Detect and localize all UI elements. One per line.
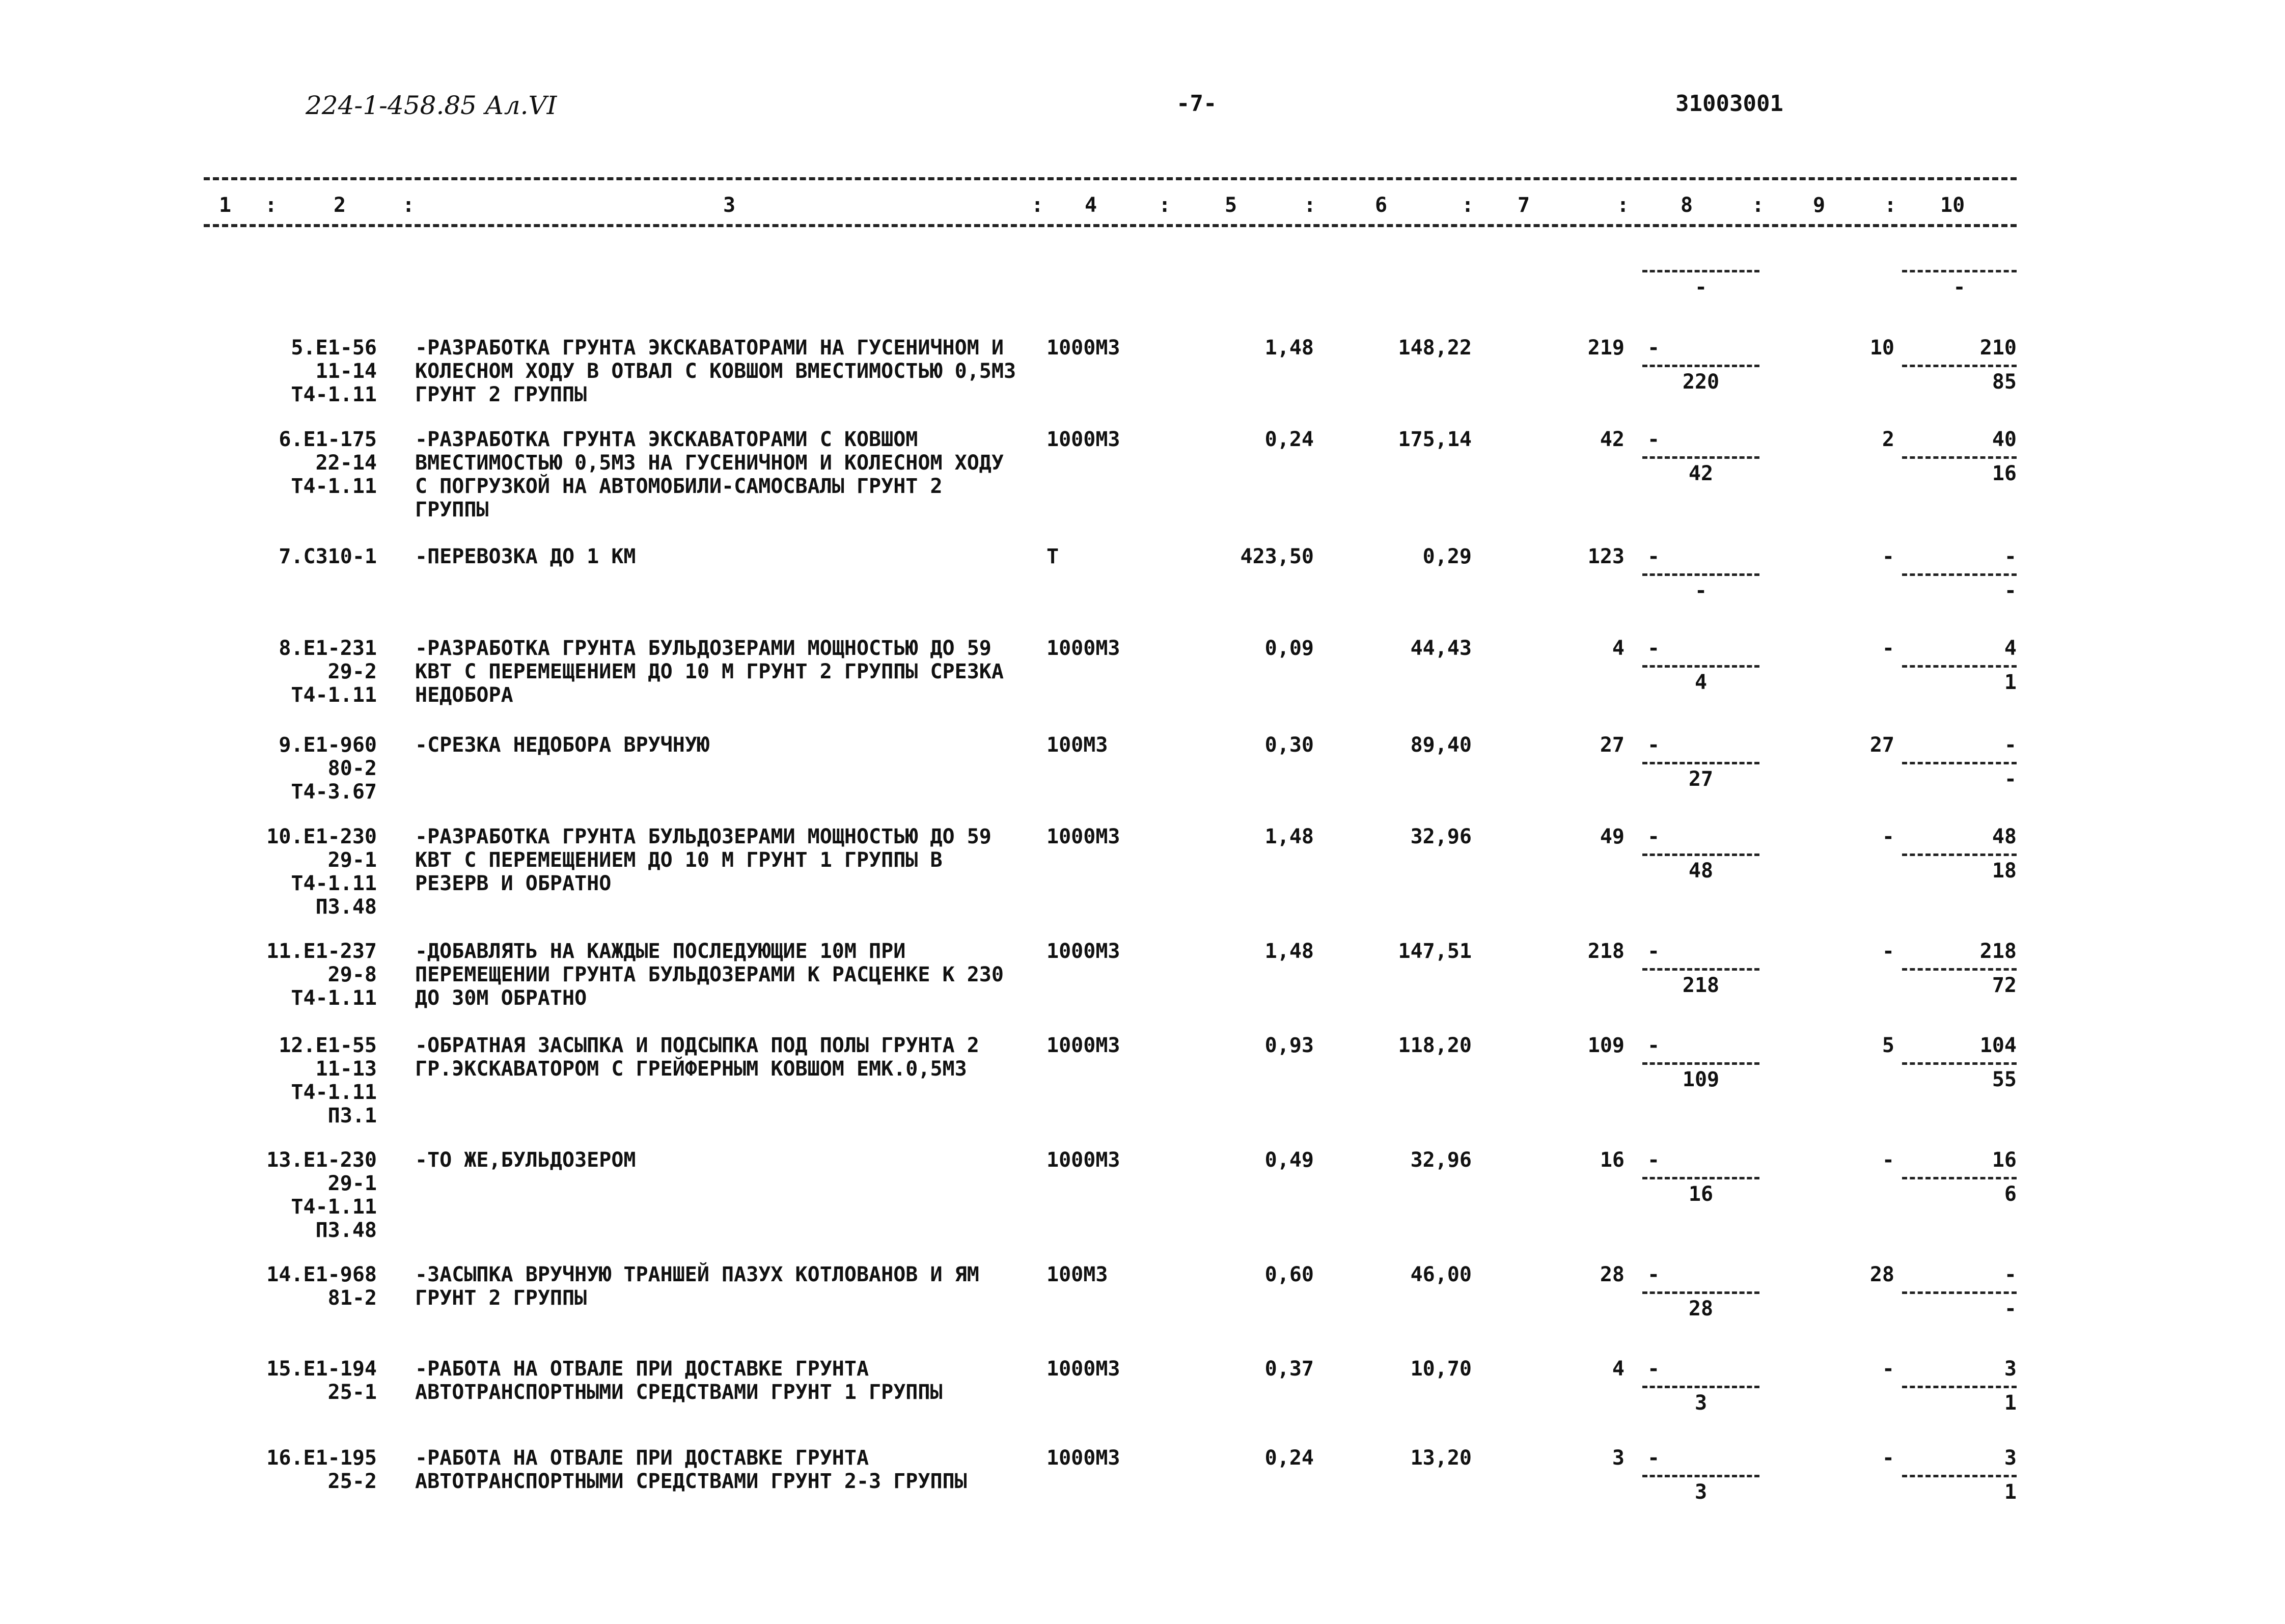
row-code-line: 10.Е1-230 bbox=[266, 825, 377, 848]
row-quantity: 0,49 bbox=[1264, 1148, 1314, 1172]
column-separator: : bbox=[1462, 194, 1474, 217]
row-quantity: 0,30 bbox=[1264, 733, 1314, 757]
row-description: -РАБОТА НА ОТВАЛЕ ПРИ ДОСТАВКЕ ГРУНТА АВТОТРАНСПОРТНЫМИ СРЕДСТВАМИ ГРУНТ 2-3 ГРУППЫ bbox=[415, 1446, 967, 1493]
table-header-rule bbox=[204, 224, 2017, 227]
row-total: 4 bbox=[1612, 1357, 1625, 1381]
row-col10-top: 4 bbox=[2004, 637, 2017, 660]
row-code bbox=[224, 825, 377, 919]
row-col10-bottom: - bbox=[2004, 767, 2017, 791]
row-quantity: 1,48 bbox=[1264, 336, 1314, 360]
row-quantity: 1,48 bbox=[1264, 940, 1314, 963]
row-quantity: 0,93 bbox=[1264, 1034, 1314, 1057]
row-unit-price: 46,00 bbox=[1410, 1263, 1472, 1286]
document-code: 224-1-458.85 Ал.VI bbox=[306, 91, 557, 120]
row-col8-top: - bbox=[1647, 637, 1660, 660]
row-code-line: 7.С310-1 bbox=[279, 545, 377, 568]
row-col10 bbox=[1902, 545, 2017, 602]
row-col9: - bbox=[1882, 825, 1894, 848]
row-col8-top: - bbox=[1647, 1034, 1660, 1057]
row-description: -РАЗРАБОТКА ГРУНТА ЭКСКАВАТОРАМИ С КОВШОМ ВМЕСТИМОСТЬЮ 0,5М3 НА ГУСЕНИЧНОМ И КОЛЕСНОМ ХОДУ С ПОГРУЗКОЙ НА АВТОМОБИЛИ-САМОСВАЛЫ ГРУНТ 2 ГРУППЫ bbox=[415, 428, 1004, 521]
row-total: 28 bbox=[1600, 1263, 1625, 1286]
row-col10 bbox=[1902, 1148, 2017, 1206]
row-col10-top: 3 bbox=[2004, 1357, 2017, 1381]
row-col10 bbox=[1902, 940, 2017, 997]
row-col9: - bbox=[1882, 1148, 1894, 1172]
row-col9: 2 bbox=[1882, 428, 1894, 451]
row-col8-top: - bbox=[1647, 1263, 1660, 1286]
row-col10-top: 104 bbox=[1979, 1034, 2017, 1057]
row-unit: Т bbox=[1047, 545, 1059, 568]
row-col8 bbox=[1642, 1446, 1759, 1504]
row-col8-bottom: 28 bbox=[1688, 1297, 1714, 1320]
row-unit-price: 175,14 bbox=[1398, 428, 1472, 451]
row-unit: 1000М3 bbox=[1047, 1357, 1120, 1381]
row-col10-bottom: 1 bbox=[2004, 671, 2017, 694]
row-col9: 10 bbox=[1869, 336, 1894, 360]
column-separator: : bbox=[1304, 194, 1316, 217]
row-unit-price: 89,40 bbox=[1410, 733, 1472, 757]
column-header-2: 2 bbox=[334, 194, 346, 217]
row-col8 bbox=[1642, 1263, 1759, 1320]
row-col8-bottom: 218 bbox=[1682, 974, 1720, 997]
row-description: -РАЗРАБОТКА ГРУНТА ЭКСКАВАТОРАМИ НА ГУСЕНИЧНОМ И КОЛЕСНОМ ХОДУ В ОТВАЛ С КОВШОМ ВМЕСТИМОСТЬЮ 0,5М3 ГРУНТ 2 ГРУППЫ bbox=[415, 336, 1016, 406]
column-header-4: 4 bbox=[1085, 194, 1097, 217]
row-col10 bbox=[1902, 336, 2017, 394]
row-col10 bbox=[1902, 637, 2017, 694]
row-col10-bottom: 6 bbox=[2004, 1182, 2017, 1206]
row-unit: 1000М3 bbox=[1047, 637, 1120, 660]
row-code-line: 29-8 bbox=[327, 963, 377, 986]
row-code-line: 14.Е1-968 bbox=[266, 1263, 377, 1286]
row-quantity: 0,37 bbox=[1264, 1357, 1314, 1381]
row-description: -ОБРАТНАЯ ЗАСЫПКА И ПОДСЫПКА ПОД ПОЛЫ ГРУНТА 2 ГР.ЭКСКАВАТОРОМ С ГРЕЙФЕРНЫМ КОВШОМ ЕМК.0,5М3 bbox=[415, 1034, 979, 1081]
column-header-10: 10 bbox=[1940, 194, 1965, 217]
row-col9: - bbox=[1882, 545, 1894, 568]
row-unit-price: 118,20 bbox=[1398, 1034, 1472, 1057]
row-col8-bottom: 109 bbox=[1682, 1068, 1720, 1091]
row-code-line: Т4-1.11 bbox=[291, 986, 377, 1010]
row-code-line: 9.Е1-960 bbox=[279, 733, 377, 757]
row-col8-top: - bbox=[1647, 1446, 1660, 1470]
row-col10 bbox=[1902, 825, 2017, 883]
row-col8 bbox=[1642, 637, 1759, 694]
row-col10 bbox=[1902, 733, 2017, 791]
row-col8 bbox=[1642, 545, 1759, 602]
row-col8-bottom: 3 bbox=[1694, 1480, 1708, 1504]
row-code-line: 29-1 bbox=[327, 1172, 377, 1195]
row-col9: - bbox=[1882, 1446, 1894, 1470]
column-separator: : bbox=[1159, 194, 1171, 217]
row-code-line: Т4-1.11 bbox=[291, 383, 377, 406]
column-header-3: 3 bbox=[723, 194, 736, 217]
column-separator: : bbox=[402, 194, 415, 217]
row-col8 bbox=[1642, 1357, 1759, 1415]
row-code-line: Т4-1.11 bbox=[291, 683, 377, 707]
row-unit: 1000М3 bbox=[1047, 1446, 1120, 1470]
page-number: -7- bbox=[1176, 91, 1217, 117]
row-code-line: 80-2 bbox=[327, 757, 377, 780]
row-col10-top: 3 bbox=[2004, 1446, 2017, 1470]
row-code-line: 15.Е1-194 bbox=[266, 1357, 377, 1381]
row-col10-bottom: 18 bbox=[1992, 859, 2017, 883]
row-code-line: 6.Е1-175 bbox=[279, 428, 377, 451]
row-unit: 1000М3 bbox=[1047, 825, 1120, 848]
blank-c8: - bbox=[1642, 265, 1759, 299]
row-code-line: 22-14 bbox=[315, 451, 377, 475]
row-unit: 1000М3 bbox=[1047, 940, 1120, 963]
row-quantity: 0,09 bbox=[1264, 637, 1314, 660]
row-code bbox=[224, 733, 377, 804]
row-code-line: Т4-1.11 bbox=[291, 1195, 377, 1219]
column-header-6: 6 bbox=[1375, 194, 1388, 217]
column-separator: : bbox=[1752, 194, 1765, 217]
column-separator: : bbox=[1617, 194, 1630, 217]
row-code-line: 8.Е1-231 bbox=[279, 637, 377, 660]
row-col10-bottom: 1 bbox=[2004, 1391, 2017, 1415]
row-total: 219 bbox=[1587, 336, 1625, 360]
row-col8-top: - bbox=[1647, 733, 1660, 757]
row-code-line: Т4-1.11 bbox=[291, 475, 377, 498]
row-unit: 100М3 bbox=[1047, 733, 1108, 757]
row-col10 bbox=[1902, 1263, 2017, 1320]
row-code bbox=[224, 637, 377, 707]
row-col8 bbox=[1642, 940, 1759, 997]
row-total: 16 bbox=[1600, 1148, 1625, 1172]
row-unit: 1000М3 bbox=[1047, 1148, 1120, 1172]
row-col8 bbox=[1642, 336, 1759, 394]
row-col10 bbox=[1902, 1446, 2017, 1504]
row-code bbox=[224, 1357, 377, 1404]
row-col10 bbox=[1902, 1357, 2017, 1415]
column-header-9: 9 bbox=[1813, 194, 1826, 217]
row-unit-price: 147,51 bbox=[1398, 940, 1472, 963]
row-code-line: 13.Е1-230 bbox=[266, 1148, 377, 1172]
row-col10-top: - bbox=[2004, 545, 2017, 568]
row-unit-price: 44,43 bbox=[1410, 637, 1472, 660]
row-col8-top: - bbox=[1647, 545, 1660, 568]
row-code bbox=[224, 1034, 377, 1127]
row-description: -РАЗРАБОТКА ГРУНТА БУЛЬДОЗЕРАМИ МОЩНОСТЬЮ ДО 59 КВТ С ПЕРЕМЕЩЕНИЕМ ДО 10 М ГРУНТ 1 ГРУППЫ В РЕЗЕРВ И ОБРАТНО bbox=[415, 825, 992, 895]
row-col10 bbox=[1902, 428, 2017, 485]
row-unit: 1000М3 bbox=[1047, 428, 1120, 451]
row-code bbox=[224, 1263, 377, 1310]
column-header-5: 5 bbox=[1225, 194, 1237, 217]
column-header-7: 7 bbox=[1518, 194, 1530, 217]
row-col10-top: 16 bbox=[1992, 1148, 2017, 1172]
row-col10-bottom: 85 bbox=[1992, 370, 2017, 394]
row-unit-price: 0,29 bbox=[1422, 545, 1472, 568]
row-col9: - bbox=[1882, 940, 1894, 963]
row-col10-top: 48 bbox=[1992, 825, 2017, 848]
row-col10-top: 40 bbox=[1992, 428, 2017, 451]
row-total: 27 bbox=[1600, 733, 1625, 757]
row-quantity: 423,50 bbox=[1240, 545, 1314, 568]
row-col9: - bbox=[1882, 1357, 1894, 1381]
row-col8-bottom: 27 bbox=[1688, 767, 1714, 791]
row-description: -ЗАСЫПКА ВРУЧНУЮ ТРАНШЕЙ ПАЗУХ КОТЛОВАНОВ И ЯМ ГРУНТ 2 ГРУППЫ bbox=[415, 1263, 979, 1310]
row-description: -ПЕРЕВОЗКА ДО 1 КМ bbox=[415, 545, 636, 568]
row-col8 bbox=[1642, 825, 1759, 883]
row-col8 bbox=[1642, 733, 1759, 791]
row-code-line: 29-2 bbox=[327, 660, 377, 683]
row-code-line: П3.48 bbox=[315, 1219, 377, 1242]
row-code-line: Т4-3.67 bbox=[291, 780, 377, 804]
row-unit-price: 13,20 bbox=[1410, 1446, 1472, 1470]
row-col9: 5 bbox=[1882, 1034, 1894, 1057]
row-quantity: 0,24 bbox=[1264, 1446, 1314, 1470]
row-unit: 100М3 bbox=[1047, 1263, 1108, 1286]
row-code-line: 16.Е1-195 bbox=[266, 1446, 377, 1470]
row-col10-bottom: 16 bbox=[1992, 462, 2017, 485]
row-quantity: 0,60 bbox=[1264, 1263, 1314, 1286]
row-col10-top: - bbox=[2004, 733, 2017, 757]
row-unit-price: 148,22 bbox=[1398, 336, 1472, 360]
row-quantity: 0,24 bbox=[1264, 428, 1314, 451]
row-code bbox=[224, 940, 377, 1010]
row-total: 49 bbox=[1600, 825, 1625, 848]
row-total: 218 bbox=[1587, 940, 1625, 963]
row-total: 123 bbox=[1587, 545, 1625, 568]
table-top-rule bbox=[204, 177, 2017, 180]
blank-c10: - bbox=[1902, 265, 2017, 299]
row-col8-bottom: 4 bbox=[1694, 671, 1708, 694]
row-total: 109 bbox=[1587, 1034, 1625, 1057]
row-quantity: 1,48 bbox=[1264, 825, 1314, 848]
row-code-line: 25-2 bbox=[327, 1470, 377, 1493]
row-col10-bottom: 55 bbox=[1992, 1068, 2017, 1091]
row-col10-top: 218 bbox=[1979, 940, 2017, 963]
row-code-line: 12.Е1-55 bbox=[279, 1034, 377, 1057]
row-total: 4 bbox=[1612, 637, 1625, 660]
row-col8-top: - bbox=[1647, 336, 1660, 360]
row-code-line: П3.48 bbox=[315, 895, 377, 919]
row-col8-bottom: - bbox=[1694, 579, 1708, 602]
row-description: -ТО ЖЕ,БУЛЬДОЗЕРОМ bbox=[415, 1148, 636, 1172]
row-description: -РАЗРАБОТКА ГРУНТА БУЛЬДОЗЕРАМИ МОЩНОСТЬЮ ДО 59 КВТ С ПЕРЕМЕЩЕНИЕМ ДО 10 М ГРУНТ 2 ГРУППЫ СРЕЗКА НЕДОБОРА bbox=[415, 637, 1004, 707]
row-code-line: Т4-1.11 bbox=[291, 872, 377, 895]
row-col8-bottom: 3 bbox=[1694, 1391, 1708, 1415]
row-unit: 1000М3 bbox=[1047, 1034, 1120, 1057]
row-code-line: 11-13 bbox=[315, 1057, 377, 1081]
row-code-line: 29-1 bbox=[327, 848, 377, 872]
row-col8-top: - bbox=[1647, 428, 1660, 451]
row-col10-bottom: - bbox=[2004, 1297, 2017, 1320]
row-col10-bottom: 72 bbox=[1992, 974, 2017, 997]
row-col10-top: - bbox=[2004, 1263, 2017, 1286]
row-col9: 28 bbox=[1869, 1263, 1894, 1286]
row-col10-bottom: 1 bbox=[2004, 1480, 2017, 1504]
row-col8 bbox=[1642, 428, 1759, 485]
row-unit-price: 32,96 bbox=[1410, 1148, 1472, 1172]
row-unit: 1000М3 bbox=[1047, 336, 1120, 360]
row-col10 bbox=[1902, 1034, 2017, 1091]
row-total: 42 bbox=[1600, 428, 1625, 451]
row-col10-top: 210 bbox=[1979, 336, 2017, 360]
column-separator: : bbox=[265, 194, 278, 217]
row-code-line: Т4-1.11 bbox=[291, 1081, 377, 1104]
row-code-line: 25-1 bbox=[327, 1381, 377, 1404]
column-separator: : bbox=[1031, 194, 1044, 217]
row-code-line: П3.1 bbox=[327, 1104, 377, 1127]
row-col8-top: - bbox=[1647, 825, 1660, 848]
row-col10-bottom: - bbox=[2004, 579, 2017, 602]
row-description: -ДОБАВЛЯТЬ НА КАЖДЫЕ ПОСЛЕДУЮЩИЕ 10М ПРИ ПЕРЕМЕЩЕНИИ ГРУНТА БУЛЬДОЗЕРАМИ К РАСЦЕНКЕ К 230 ДО 30М ОБРАТНО bbox=[415, 940, 1004, 1010]
row-description: -СРЕЗКА НЕДОБОРА ВРУЧНУЮ bbox=[415, 733, 709, 757]
row-code bbox=[224, 1446, 377, 1493]
row-col8-bottom: 16 bbox=[1688, 1182, 1714, 1206]
row-unit-price: 10,70 bbox=[1410, 1357, 1472, 1381]
row-col8-top: - bbox=[1647, 940, 1660, 963]
row-code bbox=[224, 336, 377, 406]
row-code-line: 81-2 bbox=[327, 1286, 377, 1310]
row-col8-bottom: 42 bbox=[1688, 462, 1714, 485]
row-col8-top: - bbox=[1647, 1357, 1660, 1381]
row-col8-bottom: 48 bbox=[1688, 859, 1714, 883]
row-total: 3 bbox=[1612, 1446, 1625, 1470]
column-header-8: 8 bbox=[1681, 194, 1693, 217]
row-code bbox=[224, 1148, 377, 1242]
row-code-line: 11.Е1-237 bbox=[266, 940, 377, 963]
row-code-line: 11-14 bbox=[315, 360, 377, 383]
row-col8 bbox=[1642, 1148, 1759, 1206]
row-col9: 27 bbox=[1869, 733, 1894, 757]
document-number: 31003001 bbox=[1675, 91, 1783, 117]
row-code-line: 5.Е1-56 bbox=[291, 336, 377, 360]
row-code bbox=[224, 428, 377, 498]
column-separator: : bbox=[1884, 194, 1897, 217]
row-col8-bottom: 220 bbox=[1682, 370, 1720, 394]
row-description: -РАБОТА НА ОТВАЛЕ ПРИ ДОСТАВКЕ ГРУНТА АВТОТРАНСПОРТНЫМИ СРЕДСТВАМИ ГРУНТ 1 ГРУППЫ bbox=[415, 1357, 943, 1404]
row-code bbox=[224, 545, 377, 568]
column-header-1: 1 bbox=[219, 194, 232, 217]
row-col8-top: - bbox=[1647, 1148, 1660, 1172]
row-col8 bbox=[1642, 1034, 1759, 1091]
row-unit-price: 32,96 bbox=[1410, 825, 1472, 848]
row-col9: - bbox=[1882, 637, 1894, 660]
